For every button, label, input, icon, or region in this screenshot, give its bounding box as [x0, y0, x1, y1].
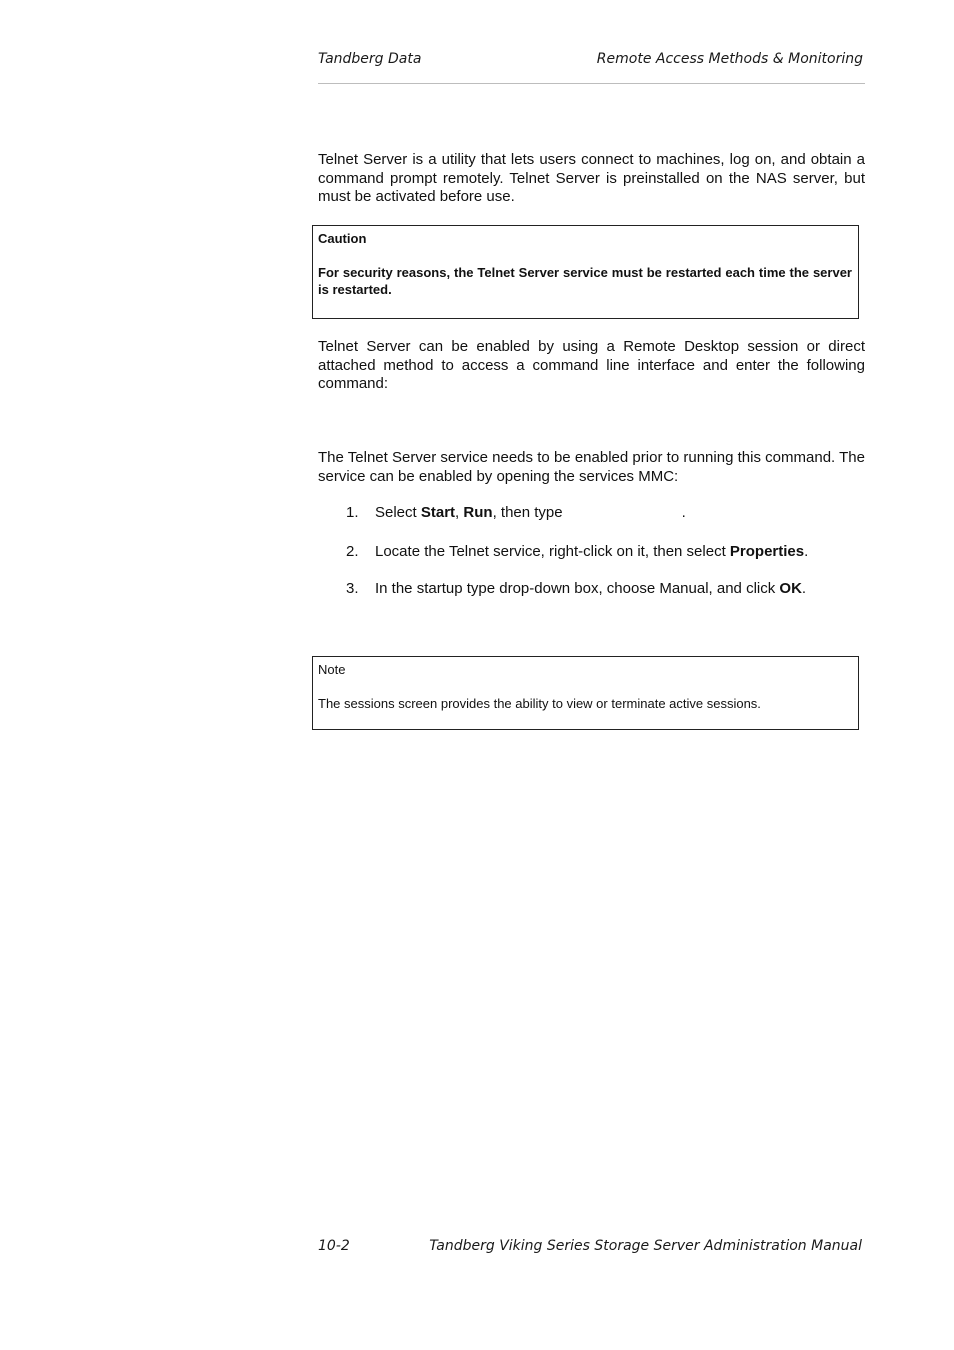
step-text: Select [375, 504, 421, 521]
note-text: The sessions screen provides the ability to view or terminate active sessions. [318, 696, 761, 711]
step-number: 2. [346, 543, 359, 560]
footer-page-number: 10-2 [318, 1238, 350, 1254]
caution-text: For security reasons, the Telnet Server service must be restarted each time the server is restarted. [318, 265, 852, 297]
intro-paragraph: Telnet Server is a utility that lets users connect to machines, log on, and obtain a command prompt remotely. Telnet Server is preinstalled on the NAS server, but must be activated before use. [318, 151, 865, 205]
step-text: , [455, 504, 464, 521]
note-title: Note [318, 662, 346, 677]
step-number: 1. [346, 504, 359, 521]
step-end: . [681, 504, 686, 521]
step-bold-ok: OK [779, 580, 802, 597]
step-number: 3. [346, 580, 359, 597]
header-divider [318, 83, 865, 84]
step-item [346, 543, 808, 561]
step-bold-properties: Properties [729, 543, 805, 560]
prereq-paragraph: The Telnet Server service needs to be enabled prior to running this command. The service can be enabled by opening the services MMC: [318, 449, 865, 485]
step-end: . [804, 543, 809, 560]
footer-manual-title: Tandberg Viking Series Storage Server Administration Manual [429, 1238, 862, 1254]
header-chapter-title: Remote Access Methods & Monitoring [596, 51, 863, 67]
step-bold-run: Run [463, 504, 493, 521]
step-text: Locate the Telnet service, right-click on it, then select [375, 543, 730, 560]
header-company: Tandberg Data [318, 51, 422, 67]
caution-box [312, 225, 859, 319]
step-end: . [801, 580, 807, 597]
step-item [346, 504, 686, 522]
step-text: , then type [492, 504, 563, 521]
step-item [346, 580, 806, 598]
caution-title: Caution [318, 231, 367, 246]
note-box [312, 656, 859, 730]
step-text: In the startup type drop-down box, choose Manual, and click [375, 580, 780, 597]
enable-paragraph: Telnet Server can be enabled by using a Remote Desktop session or direct attached method to access a command line interface and enter the following command: [318, 338, 865, 392]
step-bold-start: Start [420, 504, 456, 521]
